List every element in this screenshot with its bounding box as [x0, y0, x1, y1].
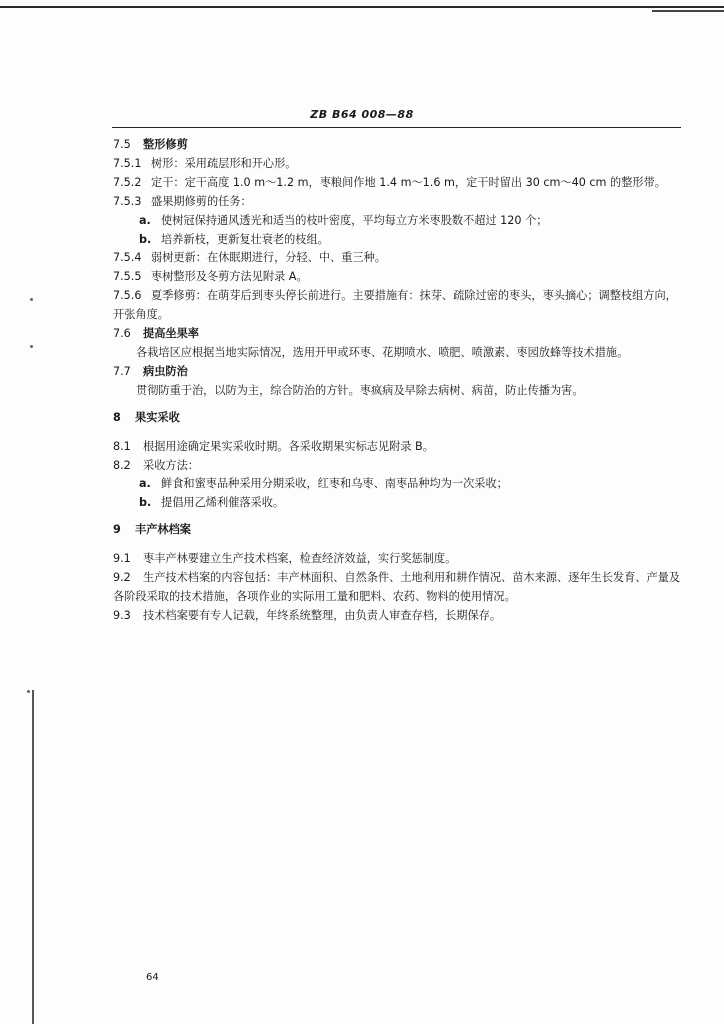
clause-number: 7.5.1	[113, 156, 142, 170]
scan-top-rule	[0, 6, 724, 8]
clause-number: 7.5.5	[113, 270, 142, 284]
clause-number: 9.1	[113, 552, 131, 566]
document-body	[113, 136, 681, 626]
scan-speck	[30, 298, 33, 301]
clause-text: 枣丰产林要建立生产技术档案，检查经济效益，实行奖惩制度。	[143, 552, 457, 566]
list-text: 使树冠保持通风透光和适当的枝叶密度，平均每立方米枣股数不超过 120 个；	[161, 213, 548, 227]
clause-7-5-5	[113, 268, 681, 287]
clause-text: 采收方法：	[143, 458, 199, 472]
list-marker: a.	[139, 213, 151, 227]
clause-text: 弱树更新：在休眠期进行，分轻、中、重三种。	[151, 251, 386, 265]
clause-text: 技术档案要有专人记载，年终系统整理，由负责人审查存档，长期保存。	[143, 608, 502, 622]
clause-7-5-3	[113, 193, 681, 212]
clause-number: 7.7	[113, 364, 131, 378]
clause-number: 7.5	[113, 138, 131, 151]
clause-text: 根据用途确定果实采收时期。各采收期果实标志见附录 B。	[143, 439, 434, 453]
section-title: 果实采收	[135, 410, 180, 424]
list-item-b	[113, 494, 681, 513]
clause-title: 整形修剪	[143, 138, 188, 151]
document-header: ZB B64 008—88	[310, 108, 414, 121]
clause-text: 夏季修剪：在萌芽后到枣头停长前进行。主要措施有：抹芽、疏除过密的枣头，枣头摘心；调整枝组方向，开张角度。	[113, 289, 677, 322]
clause-7-5	[113, 136, 681, 155]
clause-9-2	[113, 569, 681, 607]
clause-number: 8.2	[113, 458, 131, 472]
list-item-a	[113, 212, 681, 231]
clause-9-3	[113, 607, 681, 626]
clause-number: 8.1	[113, 439, 131, 453]
clause-7-5-6	[113, 287, 681, 325]
clause-number: 9.3	[113, 608, 131, 622]
clause-number: 7.5.2	[113, 175, 142, 189]
section-title: 丰产林档案	[135, 523, 191, 537]
section-9-heading	[113, 521, 681, 540]
scan-speck	[27, 690, 30, 693]
clause-7-6	[113, 325, 681, 344]
list-item-a	[113, 475, 681, 494]
clause-number: 9.2	[113, 571, 131, 585]
list-marker: b.	[139, 232, 152, 246]
clause-7-7	[113, 363, 681, 382]
clause-text: 生产技术档案的内容包括：丰产林面积、自然条件、土地利用和耕作情况、苗木来源、逐年生长发育、产量及各阶段采取的技术措施，各项作业的实际用工量和肥料、农药、物料的使用情况。	[113, 571, 681, 603]
clause-number: 7.5.4	[113, 251, 142, 265]
list-marker: b.	[139, 496, 152, 510]
section-number: 8	[113, 410, 121, 424]
clause-7-5-4	[113, 249, 681, 268]
clause-number: 7.5.6	[113, 289, 142, 303]
header-rule	[112, 127, 681, 128]
clause-number: 7.6	[113, 327, 131, 341]
list-text: 鲜食和蜜枣品种采用分期采收，红枣和乌枣、南枣品种均为一次采收；	[161, 477, 508, 491]
clause-text: 定干：定干高度 1.0 m～1.2 m，枣粮间作地 1.4 m～1.6 m，定干时留出 30 cm～40 cm 的整形带。	[151, 175, 666, 189]
list-text: 提倡用乙烯利催落采收。	[161, 496, 285, 510]
paragraph-7-6: 各栽培区应根据当地实际情况，选用开甲或环枣、花期喷水、喷肥、喷激素、枣园放蜂等技术措施。	[136, 345, 629, 359]
clause-7-5-1	[113, 155, 681, 174]
scan-left-edge	[32, 690, 34, 1024]
scan-speck	[30, 345, 33, 348]
clause-8-2	[113, 457, 681, 476]
clause-8-1	[113, 438, 681, 457]
clause-9-1	[113, 550, 681, 569]
clause-text: 枣树整形及冬剪方法见附录 A。	[151, 270, 308, 284]
clause-title: 提高坐果率	[143, 327, 199, 341]
clause-text: 树形：采用疏层形和开心形。	[151, 156, 297, 170]
scan-top-rule-right	[652, 10, 724, 12]
clause-7-5-2	[113, 174, 681, 193]
paragraph-7-7: 贯彻防重于治，以防为主，综合防治的方针。枣疯病及早除去病树、病苗，防止传播为害。	[136, 383, 584, 397]
clause-text: 盛果期修剪的任务：	[151, 194, 252, 208]
section-number: 9	[113, 523, 121, 537]
list-text: 培养新枝，更新复壮衰老的枝组。	[161, 232, 329, 246]
clause-number: 7.5.3	[113, 194, 142, 208]
section-8-heading	[113, 409, 681, 428]
list-item-b	[113, 231, 681, 250]
clause-title: 病虫防治	[143, 364, 188, 378]
page-number: 64	[146, 972, 159, 983]
list-marker: a.	[139, 477, 151, 491]
